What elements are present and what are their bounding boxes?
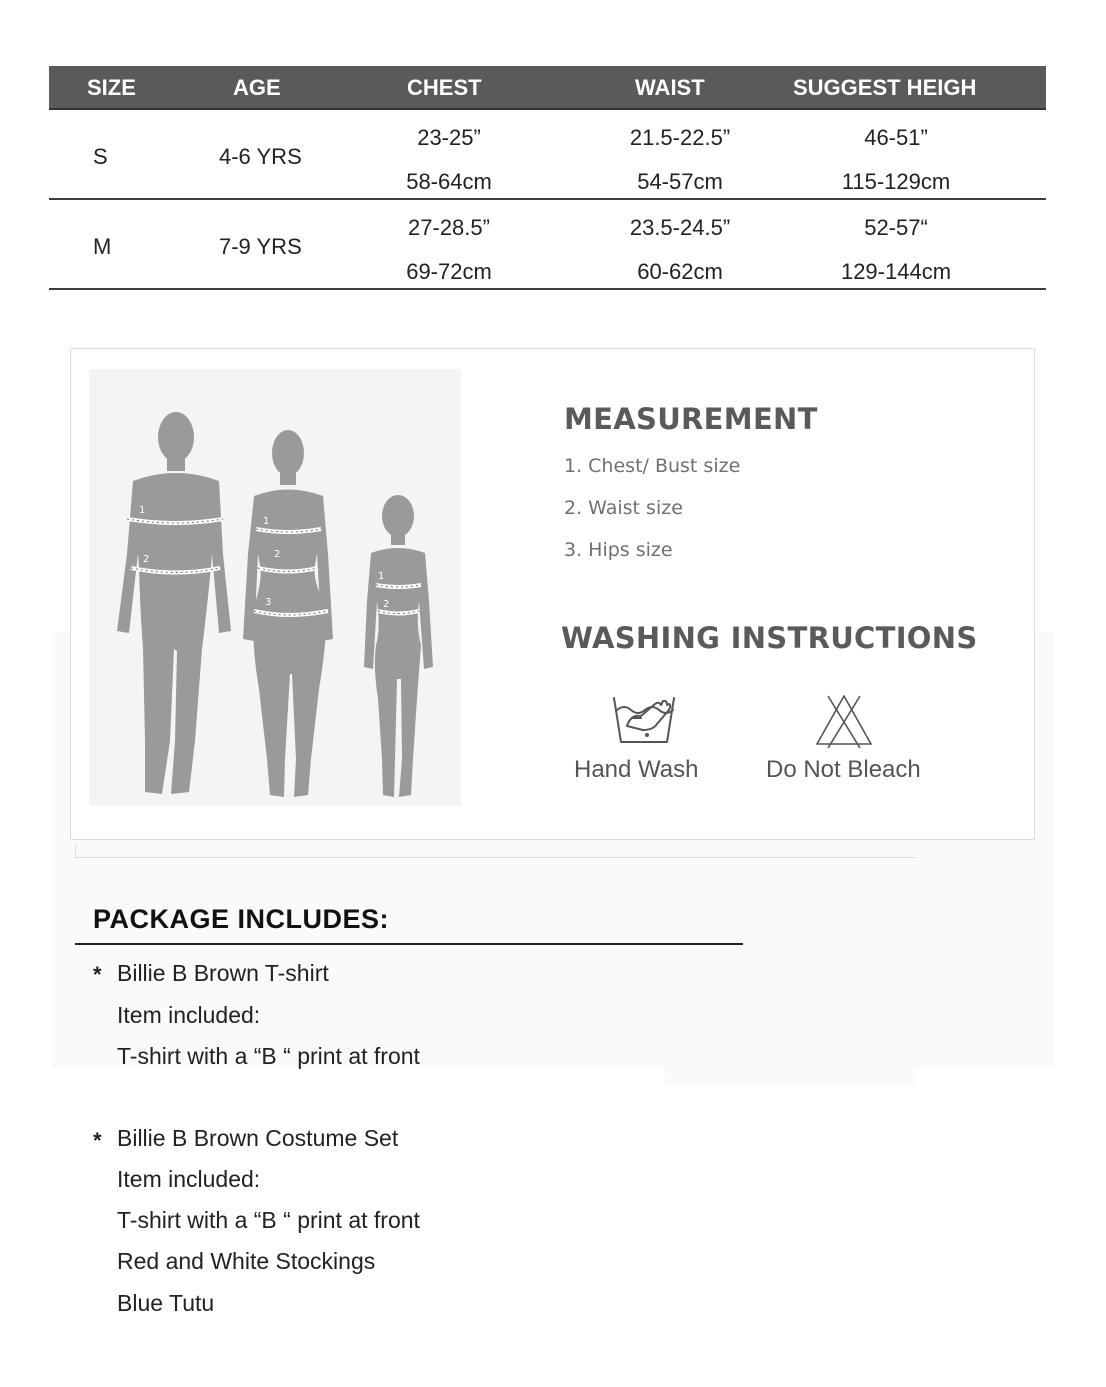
figure-mark-1: 1 (378, 571, 385, 582)
waist-cm: 60-62cm (637, 259, 723, 284)
hand-wash-icon (611, 692, 677, 746)
figure-mark-2: 2 (383, 599, 390, 610)
figure-mark-1: 1 (139, 505, 146, 516)
measurement-item: 1. Chest/ Bust size (564, 455, 741, 477)
bullet-icon: * (93, 1128, 102, 1153)
figure-mark-3: 3 (265, 597, 272, 608)
panel-shadow-line (75, 844, 916, 858)
package-item-line: Red and White Stockings (117, 1248, 376, 1274)
package-item-line: Item included: (117, 1166, 261, 1192)
package-includes-title: PACKAGE INCLUDES: (93, 904, 390, 934)
waist-cm: 54-57cm (637, 169, 723, 194)
header-size: SIZE (87, 75, 136, 100)
waist-inches: 23.5-24.5” (629, 215, 731, 240)
measurement-item: 3. Hips size (564, 539, 673, 561)
package-item-line: Blue Tutu (117, 1290, 215, 1316)
size-cell: S (93, 144, 108, 169)
child-figure (364, 495, 433, 797)
size-cell: M (93, 234, 112, 259)
height-cm: 129-144cm (840, 259, 952, 284)
height-inches: 52-57“ (864, 215, 928, 240)
figure-mark-2: 2 (274, 549, 281, 560)
chest-inches: 27-28.5” (408, 215, 490, 240)
measurement-item: 2. Waist size (564, 497, 683, 519)
header-height: SUGGEST HEIGH (793, 75, 977, 100)
header-age: AGE (233, 75, 281, 100)
do-not-bleach-label: Do Not Bleach (766, 756, 921, 783)
chest-cm: 69-72cm (406, 259, 492, 284)
header-waist: WAIST (635, 75, 705, 100)
background-shade (665, 1068, 915, 1086)
measurement-title: MEASUREMENT (564, 402, 818, 436)
hand-wash-label: Hand Wash (574, 756, 699, 783)
package-item-line: Item included: (117, 1002, 261, 1028)
body-measurement-figures (71, 349, 471, 819)
waist-inches: 21.5-22.5” (629, 125, 731, 150)
table-row (49, 200, 1046, 290)
table-row (49, 110, 1046, 200)
do-not-bleach-icon (814, 692, 874, 748)
age-cell: 7-9 YRS (219, 234, 302, 259)
figure-mark-1: 1 (263, 516, 270, 527)
table-header (49, 66, 1046, 110)
package-divider (75, 943, 743, 945)
package-item-line: T-shirt with a “B “ print at front (117, 1207, 420, 1233)
chest-inches: 23-25” (417, 125, 481, 150)
age-cell: 4-6 YRS (219, 144, 302, 169)
height-inches: 46-51” (864, 125, 928, 150)
chest-cm: 58-64cm (406, 169, 492, 194)
adult-male-figure (117, 412, 231, 794)
package-item-name: Billie B Brown T-shirt (117, 960, 329, 986)
height-cm: 115-129cm (841, 169, 951, 194)
size-chart-table (49, 66, 1046, 290)
figure-mark-2: 2 (143, 554, 150, 565)
washing-instructions-title: WASHING INSTRUCTIONS (561, 621, 978, 655)
bullet-icon: * (93, 962, 102, 987)
package-item-name: Billie B Brown Costume Set (117, 1125, 399, 1151)
package-item-line: T-shirt with a “B “ print at front (117, 1043, 420, 1069)
header-chest: CHEST (407, 75, 482, 100)
